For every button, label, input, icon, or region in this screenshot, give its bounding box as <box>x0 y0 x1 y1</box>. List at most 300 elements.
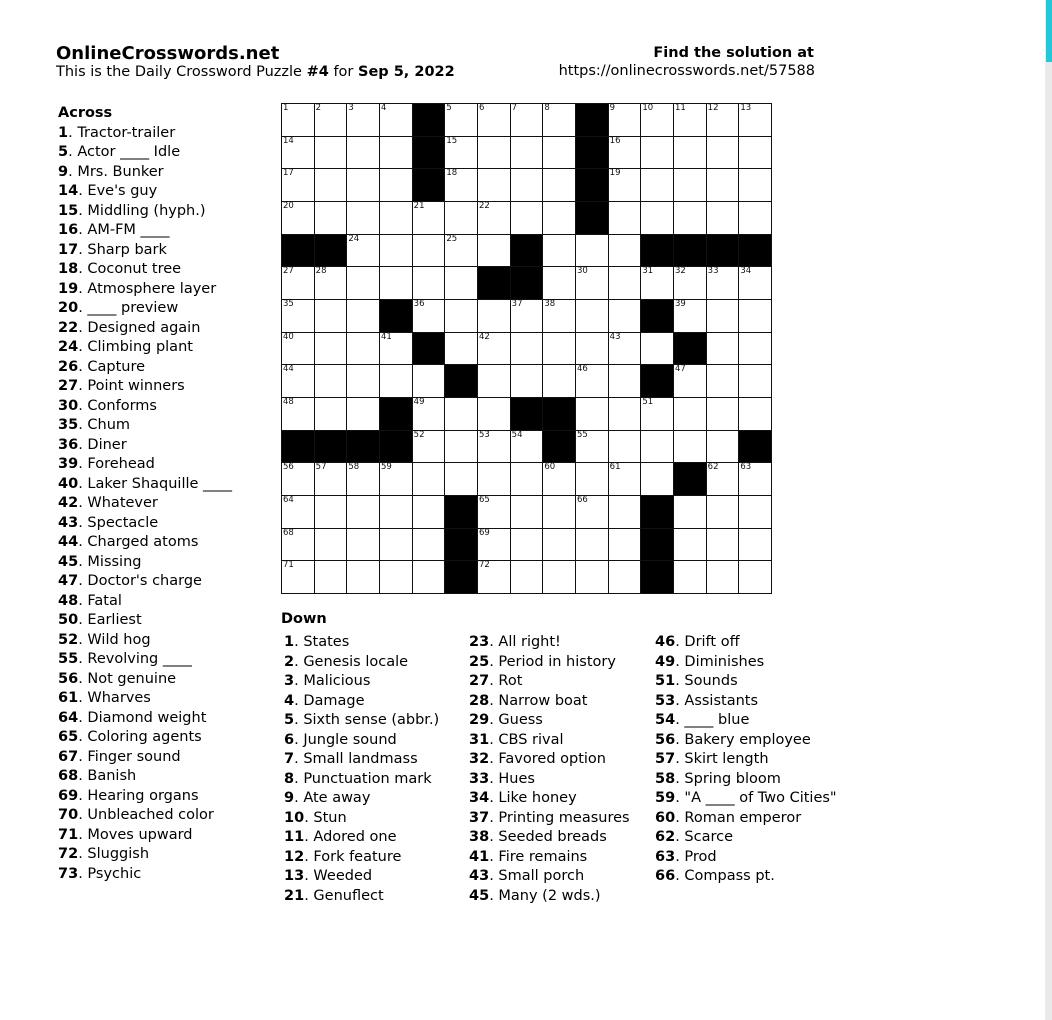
grid-cell[interactable] <box>510 495 544 529</box>
grid-cell[interactable] <box>379 168 413 202</box>
grid-cell[interactable] <box>575 495 609 529</box>
clue-text: Missing <box>87 553 142 570</box>
grid-cell[interactable] <box>281 495 315 529</box>
cell-number: 63 <box>740 462 752 473</box>
grid-cell[interactable] <box>608 495 642 529</box>
grid-cell[interactable] <box>542 560 576 594</box>
clue-number: 72 <box>58 846 79 862</box>
clue-item: 31. CBS rival <box>469 731 564 748</box>
cell-number: 48 <box>283 397 294 407</box>
grid-cell[interactable] <box>477 430 511 464</box>
clue-text: Moves upward <box>87 826 193 843</box>
grid-cell[interactable] <box>575 430 609 464</box>
clue-text: Spring bloom <box>684 770 781 787</box>
grid-cell[interactable] <box>640 168 674 202</box>
grid-cell[interactable] <box>706 201 740 235</box>
clue-item: 42. Whatever <box>58 495 158 511</box>
clue-item: 56. Bakery employee <box>655 731 811 748</box>
cell-number: 11 <box>675 103 686 113</box>
grid-cell[interactable] <box>706 332 740 366</box>
clue-item: 2. Genesis locale <box>284 653 409 670</box>
grid-cell[interactable] <box>706 266 740 300</box>
grid-cell[interactable] <box>412 234 446 268</box>
solution-label: Find the solution at <box>653 45 814 61</box>
grid-cell[interactable] <box>379 103 413 137</box>
grid-cell[interactable] <box>510 201 544 235</box>
clue-item: 73. Psychic <box>58 865 142 882</box>
clue-number: 32 <box>469 751 490 767</box>
grid-cell[interactable] <box>379 462 413 496</box>
grid-cell[interactable] <box>673 266 707 300</box>
clue-number: 46 <box>655 634 676 650</box>
clue-number: 10 <box>284 809 305 826</box>
clue-item: 60. Roman emperor <box>655 809 802 826</box>
grid-cell[interactable] <box>542 332 576 366</box>
cell-number: 27 <box>283 266 294 277</box>
grid-cell[interactable] <box>444 136 478 170</box>
grid-cell[interactable] <box>281 103 315 137</box>
clue-number: 26 <box>58 358 79 375</box>
grid-cell[interactable] <box>542 299 576 333</box>
grid-cell[interactable] <box>510 364 544 398</box>
grid-cell[interactable] <box>510 168 544 202</box>
grid-cell[interactable] <box>477 560 511 594</box>
grid-block <box>281 234 315 268</box>
grid-cell[interactable] <box>673 103 707 137</box>
grid-block <box>640 560 674 594</box>
grid-cell[interactable] <box>673 495 707 529</box>
grid-cell[interactable] <box>477 528 511 562</box>
clue-item: 41. Fire remains <box>469 848 588 865</box>
clue-item: 6. Jungle sound <box>284 731 397 748</box>
clue-text: Fork feature <box>313 848 402 865</box>
grid-cell[interactable] <box>706 136 740 170</box>
cell-number: 17 <box>283 168 294 179</box>
clue-number: 60 <box>655 809 676 826</box>
grid-cell[interactable] <box>738 462 772 496</box>
clue-number: 7 <box>284 751 295 767</box>
clue-text: AM-FM ____ <box>87 222 170 238</box>
grid-cell[interactable] <box>314 266 348 300</box>
grid-cell[interactable] <box>314 136 348 170</box>
grid-cell[interactable] <box>542 462 576 496</box>
grid-cell[interactable] <box>314 397 348 431</box>
grid-cell[interactable] <box>346 528 380 562</box>
clue-number: 9 <box>58 163 69 180</box>
grid-cell[interactable] <box>738 136 772 170</box>
grid-cell[interactable] <box>412 299 446 333</box>
cell-number: 34 <box>740 266 752 277</box>
cell-number: 56 <box>283 462 294 473</box>
grid-cell[interactable] <box>314 495 348 529</box>
grid-cell[interactable] <box>444 430 478 464</box>
clue-text: Diminishes <box>684 653 765 670</box>
grid-cell[interactable] <box>673 299 707 333</box>
cell-number: 69 <box>479 527 490 538</box>
grid-cell[interactable] <box>510 560 544 594</box>
clue-text: Guess <box>498 712 543 728</box>
grid-cell[interactable] <box>314 560 348 594</box>
clue-number: 67 <box>58 748 79 765</box>
clue-item: 49. Diminishes <box>655 653 765 670</box>
clue-number: 61 <box>58 690 79 706</box>
grid-cell[interactable] <box>346 560 380 594</box>
grid-cell[interactable] <box>706 397 740 431</box>
cell-number: 15 <box>446 135 458 146</box>
grid-cell[interactable] <box>738 299 772 333</box>
clue-text: Middling (hyph.) <box>87 202 206 219</box>
clue-number: 55 <box>58 651 79 667</box>
clue-text: Damage <box>303 692 365 709</box>
grid-cell[interactable] <box>314 462 348 496</box>
clue-number: 15 <box>58 202 79 219</box>
cell-number: 43 <box>609 331 621 342</box>
down-clue-column-2 <box>469 633 630 906</box>
grid-cell[interactable] <box>412 397 446 431</box>
grid-cell[interactable] <box>673 201 707 235</box>
grid-cell[interactable] <box>673 397 707 431</box>
grid-cell[interactable] <box>706 168 740 202</box>
clue-item: 54. ____ blue <box>655 712 750 728</box>
grid-cell[interactable] <box>444 462 478 496</box>
clue-number: 16 <box>58 222 79 238</box>
grid-cell[interactable] <box>444 266 478 300</box>
clue-number: 20 <box>58 300 79 316</box>
grid-cell[interactable] <box>575 299 609 333</box>
grid-cell[interactable] <box>379 136 413 170</box>
grid-cell[interactable] <box>706 462 740 496</box>
grid-cell[interactable] <box>608 103 642 137</box>
grid-cell[interactable] <box>575 234 609 268</box>
grid-cell[interactable] <box>738 364 772 398</box>
grid-cell[interactable] <box>738 397 772 431</box>
grid-block <box>444 560 478 594</box>
grid-cell[interactable] <box>575 560 609 594</box>
clue-item: 36. Diner <box>58 436 127 453</box>
clue-text: Weeded <box>313 868 373 884</box>
grid-cell[interactable] <box>510 103 544 137</box>
grid-cell[interactable] <box>281 528 315 562</box>
grid-cell[interactable] <box>477 299 511 333</box>
grid-cell[interactable] <box>738 560 772 594</box>
grid-cell[interactable] <box>314 528 348 562</box>
grid-cell[interactable] <box>510 332 544 366</box>
down-clue-column-1 <box>284 633 439 906</box>
clue-text: Many (2 wds.) <box>498 887 601 904</box>
clue-text: Designed again <box>87 319 201 336</box>
grid-cell[interactable] <box>542 234 576 268</box>
clue-item: 52. Wild hog <box>58 631 151 648</box>
grid-cell[interactable] <box>575 364 609 398</box>
cell-number: 25 <box>446 233 458 244</box>
clue-number: 34 <box>469 790 490 806</box>
clue-text: Small landmass <box>303 751 418 767</box>
grid-cell[interactable] <box>706 560 740 594</box>
clue-text: Whatever <box>87 495 158 511</box>
grid-cell[interactable] <box>608 462 642 496</box>
grid-cell[interactable] <box>673 136 707 170</box>
grid-cell[interactable] <box>640 136 674 170</box>
grid-cell[interactable] <box>542 136 576 170</box>
grid-cell[interactable] <box>314 103 348 137</box>
clue-number: 73 <box>58 865 79 882</box>
grid-cell[interactable] <box>444 234 478 268</box>
grid-cell[interactable] <box>346 103 380 137</box>
grid-cell[interactable] <box>412 462 446 496</box>
grid-cell[interactable] <box>346 299 380 333</box>
grid-cell[interactable] <box>346 364 380 398</box>
grid-cell[interactable] <box>510 136 544 170</box>
grid-cell[interactable] <box>346 462 380 496</box>
grid-cell[interactable] <box>412 364 446 398</box>
grid-cell[interactable] <box>477 103 511 137</box>
grid-cell[interactable] <box>314 201 348 235</box>
clue-item: 32. Favored option <box>469 751 606 767</box>
grid-cell[interactable] <box>738 266 772 300</box>
grid-cell[interactable] <box>608 430 642 464</box>
grid-cell[interactable] <box>346 332 380 366</box>
grid-cell[interactable] <box>412 560 446 594</box>
clue-number: 42 <box>58 495 79 511</box>
cell-number: 49 <box>413 397 425 407</box>
cell-number: 30 <box>577 266 588 277</box>
grid-cell[interactable] <box>640 201 674 235</box>
solution-url[interactable]: https://onlinecrosswords.net/57588 <box>558 63 815 79</box>
grid-cell[interactable] <box>608 299 642 333</box>
grid-cell[interactable] <box>575 462 609 496</box>
grid-cell[interactable] <box>608 332 642 366</box>
clue-text: Sharp bark <box>87 241 167 258</box>
grid-cell[interactable] <box>575 397 609 431</box>
grid-cell[interactable] <box>608 201 642 235</box>
grid-cell[interactable] <box>608 136 642 170</box>
grid-cell[interactable] <box>314 299 348 333</box>
grid-cell[interactable] <box>412 430 446 464</box>
grid-cell[interactable] <box>673 430 707 464</box>
grid-cell[interactable] <box>640 397 674 431</box>
clue-item: 5. Sixth sense (abbr.) <box>284 712 440 728</box>
cell-number: 65 <box>479 495 490 505</box>
clue-text: Fire remains <box>498 848 588 865</box>
grid-cell[interactable] <box>640 266 674 300</box>
cell-number: 57 <box>315 462 327 473</box>
clue-item: 13. Weeded <box>284 868 373 884</box>
puzzle-subtitle <box>56 64 455 80</box>
grid-cell[interactable] <box>444 397 478 431</box>
grid-cell[interactable] <box>640 430 674 464</box>
grid-cell[interactable] <box>444 168 478 202</box>
grid-cell[interactable] <box>673 364 707 398</box>
grid-cell[interactable] <box>477 364 511 398</box>
grid-cell[interactable] <box>412 528 446 562</box>
grid-cell[interactable] <box>738 332 772 366</box>
grid-cell[interactable] <box>640 332 674 366</box>
grid-cell[interactable] <box>346 201 380 235</box>
grid-cell[interactable] <box>738 201 772 235</box>
cell-number: 22 <box>479 201 490 211</box>
grid-cell[interactable] <box>346 495 380 529</box>
grid-cell[interactable] <box>379 560 413 594</box>
grid-cell[interactable] <box>542 201 576 235</box>
grid-cell[interactable] <box>608 397 642 431</box>
clue-item: 70. Unbleached color <box>58 807 214 823</box>
grid-cell[interactable] <box>477 201 511 235</box>
clue-text: ____ blue <box>684 712 750 728</box>
grid-cell[interactable] <box>477 332 511 366</box>
clue-text: Rot <box>498 673 523 689</box>
clue-number: 30 <box>58 397 79 414</box>
grid-cell[interactable] <box>281 266 315 300</box>
grid-cell[interactable] <box>608 168 642 202</box>
grid-block <box>314 430 348 464</box>
grid-cell[interactable] <box>379 234 413 268</box>
grid-cell[interactable] <box>379 332 413 366</box>
grid-cell[interactable] <box>738 168 772 202</box>
clue-text: Genuflect <box>313 887 384 904</box>
clue-item: 43. Small porch <box>469 868 585 884</box>
grid-cell[interactable] <box>346 136 380 170</box>
grid-cell[interactable] <box>542 266 576 300</box>
grid-block <box>640 299 674 333</box>
grid-cell[interactable] <box>542 103 576 137</box>
grid-block <box>346 430 380 464</box>
clue-text: Skirt length <box>684 751 769 767</box>
grid-cell[interactable] <box>738 495 772 529</box>
grid-cell[interactable] <box>281 299 315 333</box>
grid-cell[interactable] <box>575 332 609 366</box>
cell-number: 72 <box>479 560 490 571</box>
grid-cell[interactable] <box>281 168 315 202</box>
clue-text: Banish <box>87 768 137 784</box>
grid-cell[interactable] <box>314 364 348 398</box>
grid-block <box>575 201 609 235</box>
grid-cell[interactable] <box>738 528 772 562</box>
grid-cell[interactable] <box>379 364 413 398</box>
grid-cell[interactable] <box>510 528 544 562</box>
grid-cell[interactable] <box>444 103 478 137</box>
grid-cell[interactable] <box>281 397 315 431</box>
clue-item: 67. Finger sound <box>58 748 181 765</box>
grid-cell[interactable] <box>346 266 380 300</box>
grid-block <box>379 299 413 333</box>
grid-cell[interactable] <box>706 103 740 137</box>
clue-item: 57. Skirt length <box>655 751 769 767</box>
grid-cell[interactable] <box>542 168 576 202</box>
grid-cell[interactable] <box>281 201 315 235</box>
grid-cell[interactable] <box>477 136 511 170</box>
grid-cell[interactable] <box>444 299 478 333</box>
grid-block <box>510 234 544 268</box>
grid-cell[interactable] <box>281 332 315 366</box>
grid-cell[interactable] <box>640 462 674 496</box>
grid-cell[interactable] <box>281 560 315 594</box>
grid-cell[interactable] <box>314 332 348 366</box>
clue-item: 72. Sluggish <box>58 846 150 862</box>
cell-number: 52 <box>413 429 425 440</box>
grid-cell[interactable] <box>477 397 511 431</box>
clue-text: Forehead <box>87 456 155 472</box>
clue-number: 64 <box>58 709 79 726</box>
grid-cell[interactable] <box>706 528 740 562</box>
grid-cell[interactable] <box>314 168 348 202</box>
grid-cell[interactable] <box>542 495 576 529</box>
grid-cell[interactable] <box>510 299 544 333</box>
clue-item: 15. Middling (hyph.) <box>58 202 206 219</box>
grid-cell[interactable] <box>706 364 740 398</box>
grid-cell[interactable] <box>510 430 544 464</box>
cell-number: 5 <box>446 103 452 113</box>
grid-cell[interactable] <box>379 528 413 562</box>
grid-cell[interactable] <box>444 332 478 366</box>
grid-cell[interactable] <box>738 103 772 137</box>
grid-block <box>640 528 674 562</box>
scrollbar-thumb[interactable] <box>1046 0 1052 62</box>
grid-block <box>510 397 544 431</box>
cell-number: 53 <box>479 429 490 440</box>
grid-cell[interactable] <box>412 495 446 529</box>
grid-cell[interactable] <box>477 495 511 529</box>
grid-cell[interactable] <box>281 364 315 398</box>
grid-cell[interactable] <box>575 528 609 562</box>
grid-cell[interactable] <box>673 528 707 562</box>
grid-cell[interactable] <box>412 266 446 300</box>
grid-cell[interactable] <box>673 168 707 202</box>
grid-cell[interactable] <box>379 266 413 300</box>
grid-cell[interactable] <box>444 201 478 235</box>
clue-item: 40. Laker Shaquille ____ <box>58 475 233 492</box>
grid-cell[interactable] <box>477 234 511 268</box>
cell-number: 55 <box>577 429 588 440</box>
grid-cell[interactable] <box>346 234 380 268</box>
grid-cell[interactable] <box>608 234 642 268</box>
grid-cell[interactable] <box>706 495 740 529</box>
subtitle-prefix: This is the Daily Crossword Puzzle <box>56 64 307 80</box>
clue-number: 58 <box>655 770 676 787</box>
cell-number: 3 <box>348 103 354 113</box>
grid-cell[interactable] <box>575 266 609 300</box>
grid-cell[interactable] <box>608 528 642 562</box>
clue-number: 1 <box>58 124 69 141</box>
grid-cell[interactable] <box>673 560 707 594</box>
grid-cell[interactable] <box>608 364 642 398</box>
grid-cell[interactable] <box>542 528 576 562</box>
grid-cell[interactable] <box>281 462 315 496</box>
grid-cell[interactable] <box>477 462 511 496</box>
grid-cell[interactable] <box>510 462 544 496</box>
grid-cell[interactable] <box>608 560 642 594</box>
grid-cell[interactable] <box>346 168 380 202</box>
grid-block <box>575 168 609 202</box>
grid-cell[interactable] <box>412 201 446 235</box>
grid-cell[interactable] <box>379 201 413 235</box>
grid-cell[interactable] <box>542 364 576 398</box>
clue-number: 18 <box>58 261 79 277</box>
clue-item: 27. Point winners <box>58 378 185 394</box>
grid-cell[interactable] <box>640 103 674 137</box>
cell-number: 71 <box>283 560 294 571</box>
cell-number: 58 <box>348 462 360 473</box>
grid-cell[interactable] <box>346 397 380 431</box>
clue-item: 28. Narrow boat <box>469 692 588 709</box>
clue-number: 43 <box>58 514 79 531</box>
grid-block <box>444 364 478 398</box>
grid-cell[interactable] <box>706 299 740 333</box>
grid-cell[interactable] <box>379 495 413 529</box>
grid-cell[interactable] <box>281 136 315 170</box>
grid-cell[interactable] <box>706 430 740 464</box>
grid-cell[interactable] <box>608 266 642 300</box>
grid-cell[interactable] <box>477 168 511 202</box>
